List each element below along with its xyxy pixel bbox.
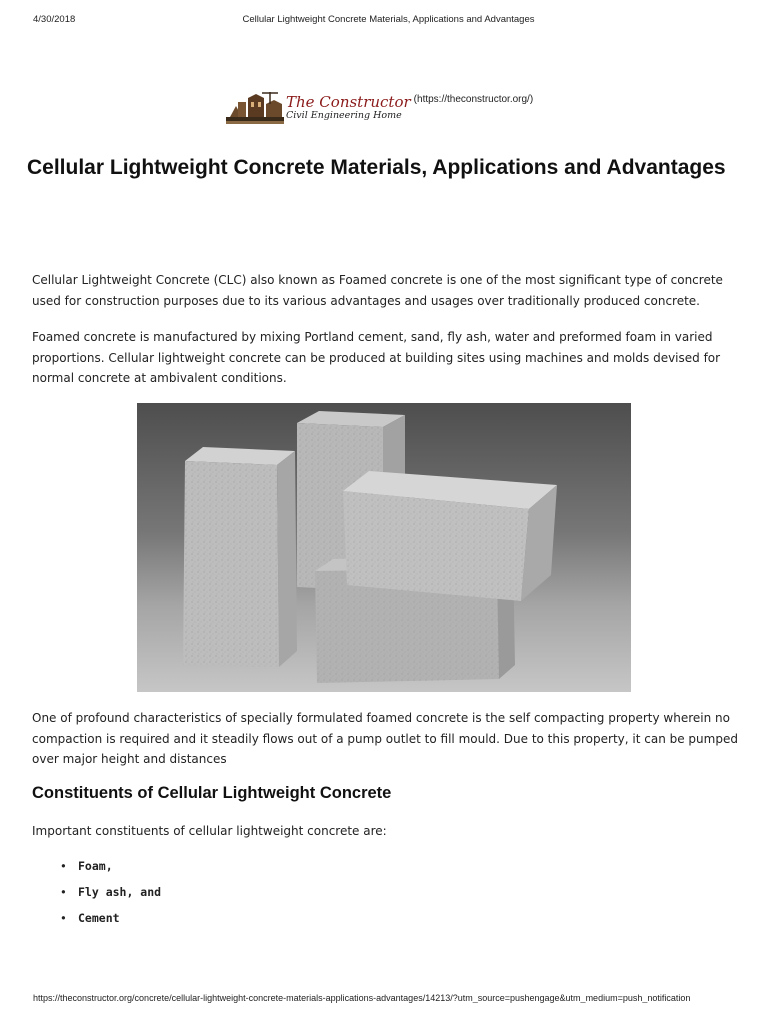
print-date: 4/30/2018 (33, 14, 76, 25)
intro-paragraph: Cellular Lightweight Concrete (CLC) also known as Foamed concrete is one of the most significant type of concrete used for construction purposes due to its various advantages and usages over traditionally produced concrete. (32, 273, 723, 308)
constituents-list (56, 853, 161, 931)
list-item (56, 879, 161, 905)
concrete-blocks-photo (137, 403, 631, 692)
bullet-icon: • (60, 859, 67, 873)
list-item (56, 853, 161, 879)
brand-url[interactable]: (https://theconstructor.org/) (413, 94, 534, 105)
list-item (56, 905, 161, 931)
manufacture-paragraph: Foamed concrete is manufactured by mixing Portland cement, sand, fly ash, water and preformed foam in varied proportions. Cellular lightweight concrete can be produced at building sites using machines and molds devised for normal concrete at ambivalent conditions. (32, 330, 721, 385)
list-item-text: Fly ash, and (78, 885, 162, 899)
characteristics-paragraph: One of profound characteristics of specially formulated foamed concrete is the self compacting property wherein no compaction is required and it steadily flows out of a pump outlet to fill mould. Due to this property, it can be pumped over major height and distances (32, 711, 738, 766)
constituents-heading: Constituents of Cellular Lightweight Concrete (32, 784, 392, 802)
brand-name: The Constructor (286, 93, 411, 112)
constructor-logo-icon (226, 90, 284, 126)
article-title: Cellular Lightweight Concrete Materials, Applications and Advantages (27, 156, 726, 179)
list-item-text: Cement (78, 911, 120, 925)
print-title: Cellular Lightweight Concrete Materials, Applications and Advantages (242, 14, 535, 25)
brand-words (286, 95, 411, 121)
print-footer-url: https://theconstructor.org/concrete/cellular-lightweight-concrete-materials-applications-advantages/14213/?utm_source=pushengage&utm_medium=push_notification (33, 993, 691, 1003)
bullet-icon: • (60, 911, 67, 925)
list-item-text: Foam, (78, 859, 113, 873)
brand-logo-link[interactable] (226, 88, 533, 128)
bullet-icon: • (60, 885, 67, 899)
brand-tagline: Civil Engineering Home (286, 110, 402, 122)
constituents-intro: Important constituents of cellular lightweight concrete are: (32, 824, 387, 838)
